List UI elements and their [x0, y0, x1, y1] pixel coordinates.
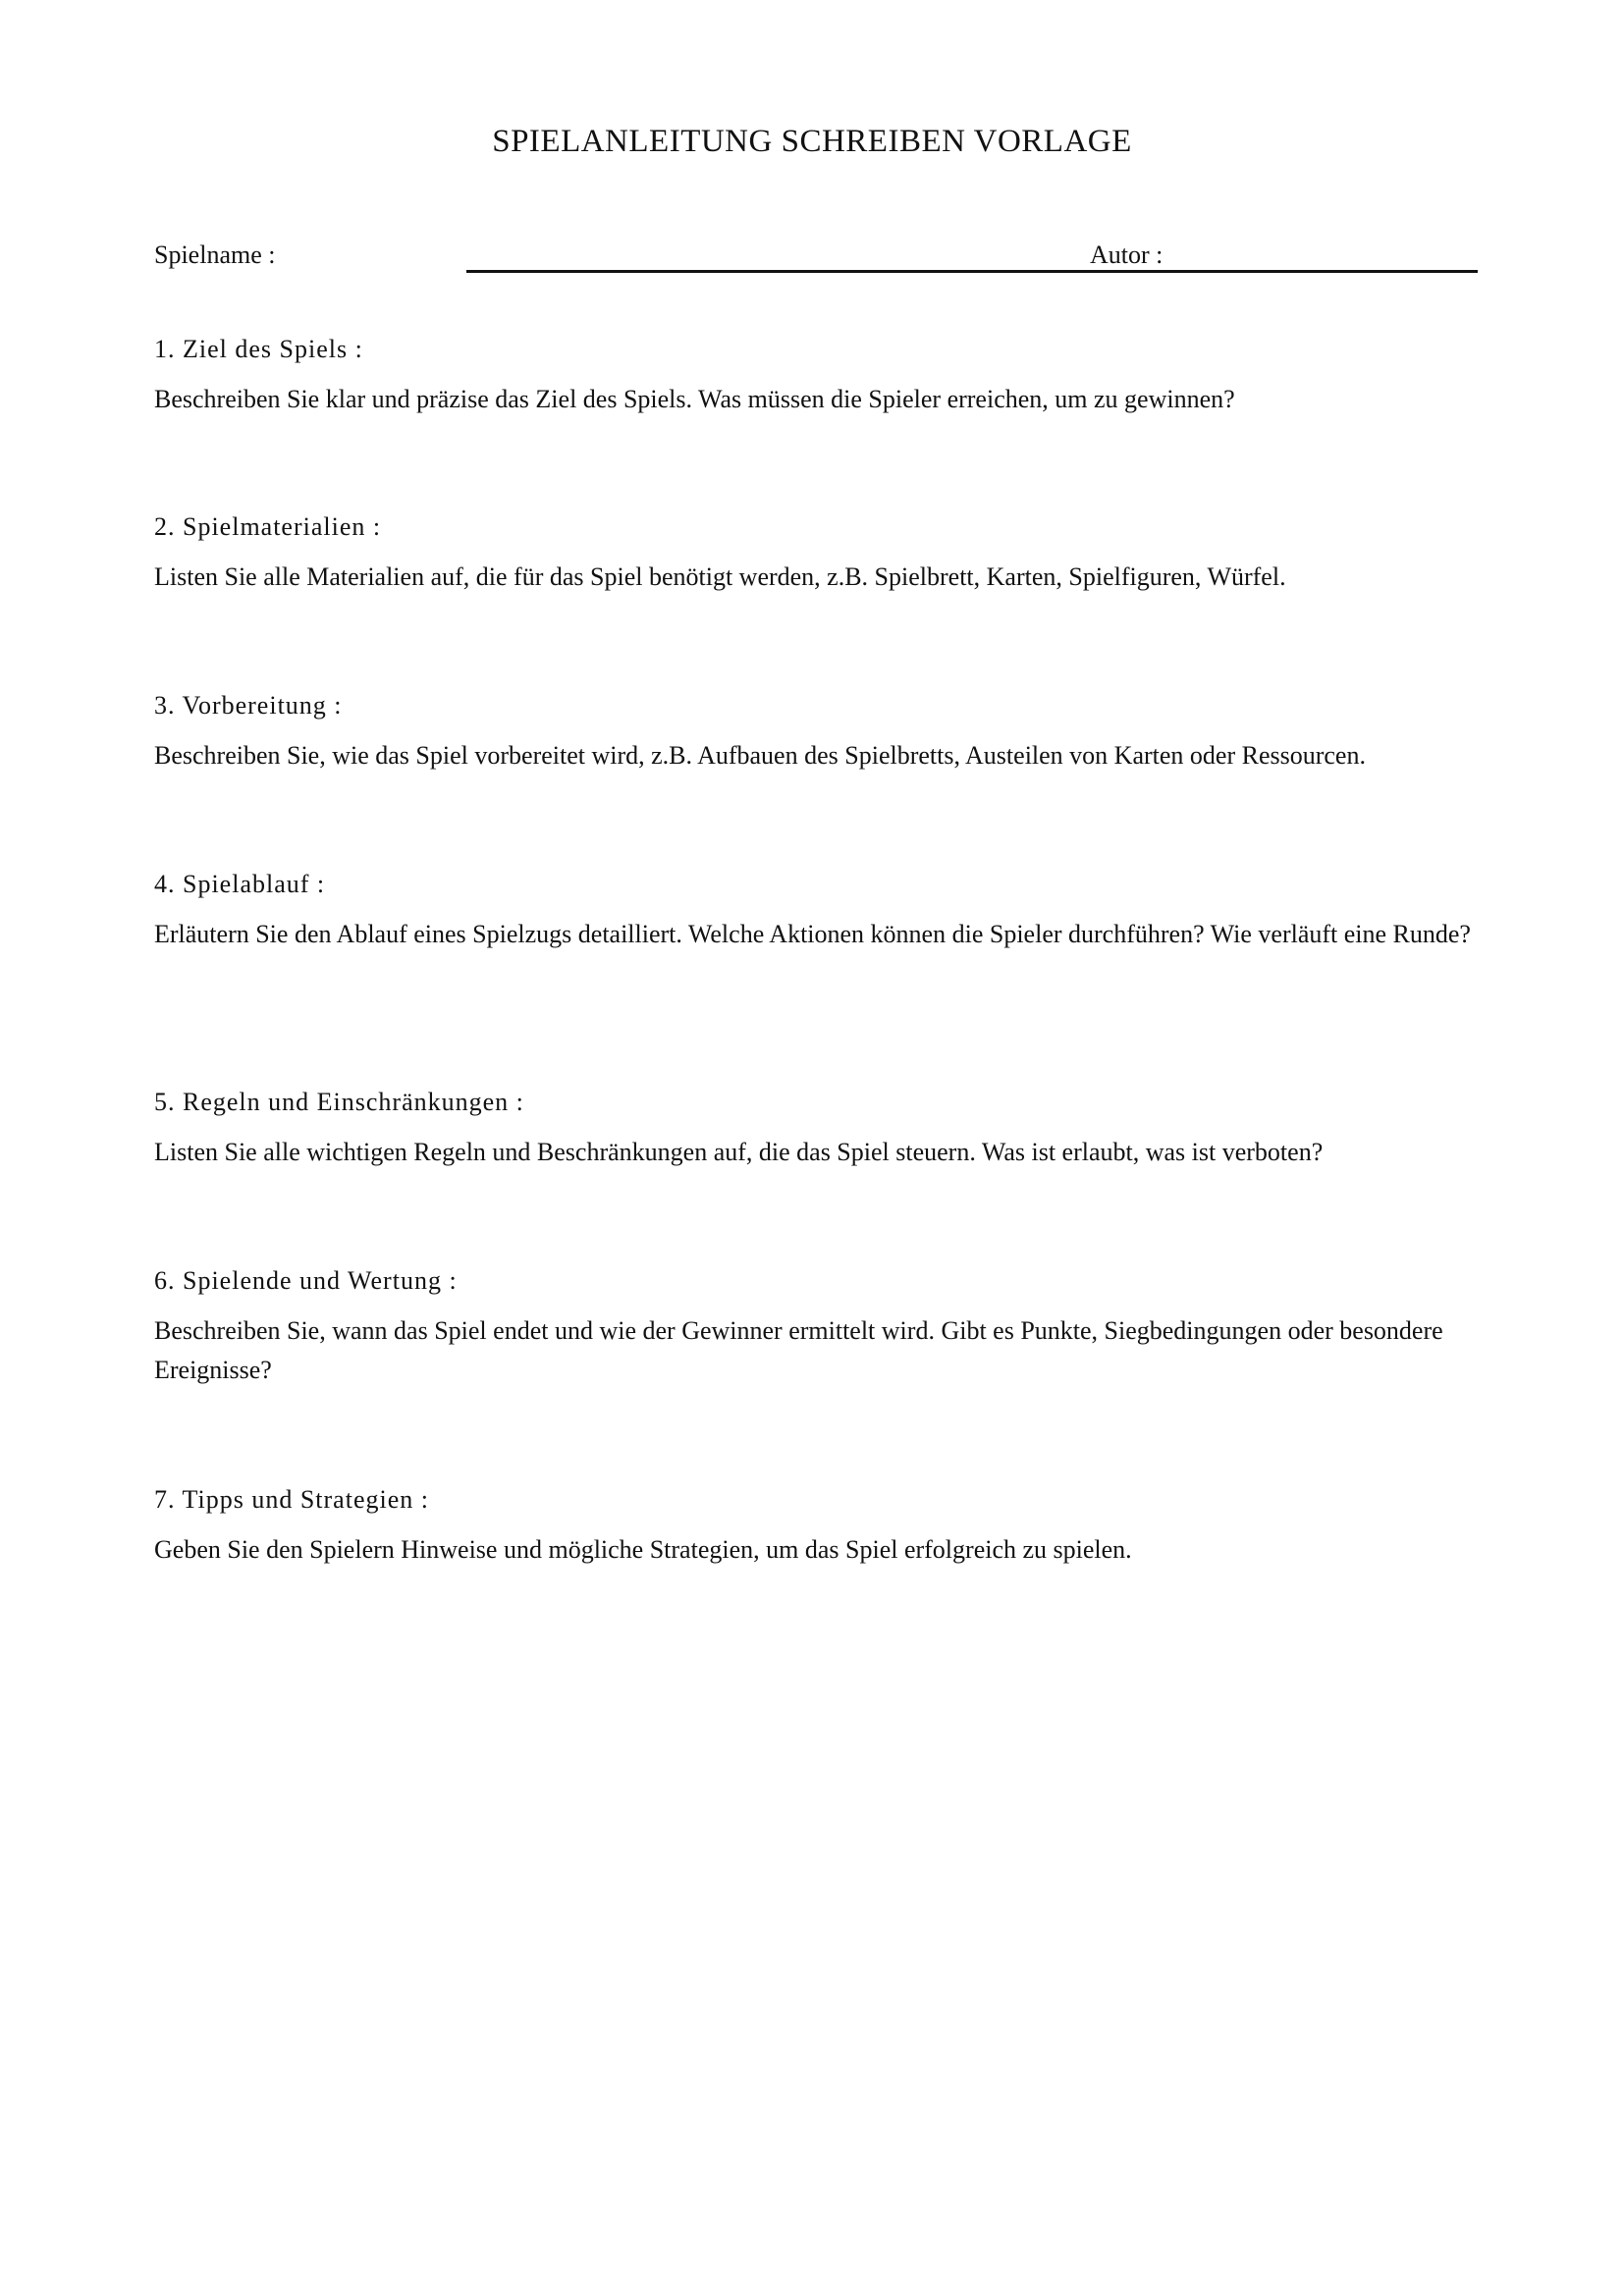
page-title: SPIELANLEITUNG SCHREIBEN VORLAGE [492, 124, 1132, 159]
section-spielende [154, 1266, 1489, 1390]
section-text: Listen Sie alle Materialien auf, die für das Spiel benötigt werden, z.B. Spielbrett, Karten, Spielfiguren, Würfel. [154, 562, 1286, 591]
section-regeln [154, 1088, 1489, 1172]
section-text: Beschreiben Sie klar und präzise das Ziel des Spiels. Was müssen die Spieler erreichen, um zu gewinnen? [154, 385, 1235, 413]
section-heading: 2. Spielmaterialien : [154, 512, 382, 541]
author-label: Autor : [1090, 240, 1164, 269]
section-vorbereitung [154, 691, 1489, 775]
section-spielmaterialien [154, 512, 1489, 597]
section-spielablauf [154, 870, 1489, 954]
section-ziel [154, 335, 1489, 419]
section-text: Erläutern Sie den Ablauf eines Spielzugs detailliert. Welche Aktionen können die Spieler durchführen? Wie verläuft eine Runde? [154, 920, 1471, 948]
section-heading: 3. Vorbereitung : [154, 691, 343, 720]
section-heading: 4. Spielablauf : [154, 870, 326, 898]
section-text: Listen Sie alle wichtigen Regeln und Beschränkungen auf, die das Spiel steuern. Was ist erlaubt, was ist verboten? [154, 1138, 1324, 1166]
section-heading: 6. Spielende und Wertung : [154, 1266, 458, 1295]
section-text: Geben Sie den Spielern Hinweise und mögliche Strategien, um das Spiel erfolgreich zu spielen. [154, 1535, 1132, 1564]
section-heading: 5. Regeln und Einschränkungen : [154, 1088, 524, 1116]
game-name-label: Spielname : [154, 240, 276, 269]
section-heading: 7. Tipps und Strategien : [154, 1485, 429, 1514]
section-tipps [154, 1485, 1489, 1570]
game-name-author-line[interactable] [466, 270, 1478, 273]
section-text: Beschreiben Sie, wie das Spiel vorbereitet wird, z.B. Aufbauen des Spielbretts, Austeilen von Karten oder Ressourcen. [154, 741, 1366, 770]
section-heading: 1. Ziel des Spiels : [154, 335, 363, 363]
section-text: Beschreiben Sie, wann das Spiel endet und wie der Gewinner ermittelt wird. Gibt es Punkte, Siegbedingungen oder besondere Ereignisse? [154, 1316, 1443, 1384]
